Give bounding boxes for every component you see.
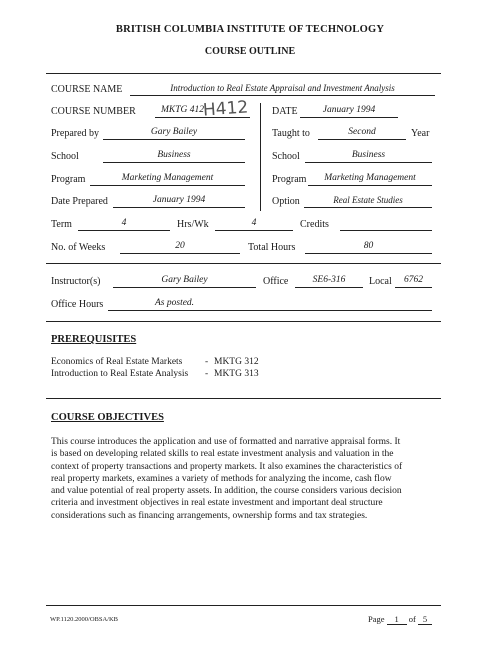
program-line-right (308, 185, 432, 186)
prerequisite-separator: - (205, 357, 209, 367)
taught-to-label: Taught to (272, 128, 310, 139)
hrs-wk-value: 4 (251, 218, 257, 228)
prerequisite-course: Introduction to Real Estate Analysis (51, 369, 189, 379)
local-line (395, 287, 432, 288)
term-value: 4 (121, 218, 127, 228)
option-line (304, 207, 432, 208)
weeks-line (120, 253, 240, 254)
credits-label: Credits (300, 219, 329, 230)
date-label: DATE (272, 106, 298, 117)
list-item (51, 356, 182, 368)
hrs-wk-label: Hrs/Wk (177, 219, 209, 230)
prerequisites-heading: PREREQUISITES (51, 334, 137, 345)
school-value-right: Business (351, 150, 386, 160)
total-hours-label: Total Hours (248, 242, 296, 253)
course-name-label: COURSE NAME (51, 84, 123, 95)
page-total: 5 (418, 614, 432, 625)
date-prepared-line (113, 207, 245, 208)
objectives-line: criteria and investment objectives in real estate investment and important deal structure (51, 498, 383, 509)
objectives-line: context of property transactions and property markets. It also examines the characteristics of (51, 461, 403, 472)
institute-name: BRITISH COLUMBIA INSTITUTE OF TECHNOLOGY (115, 24, 385, 35)
course-number-label: COURSE NUMBER (51, 106, 136, 117)
form-bottom-rule (46, 321, 441, 322)
weeks-label: No. of Weeks (51, 242, 106, 253)
document-title: COURSE OUTLINE (204, 46, 296, 57)
page-number: 1 (387, 614, 407, 625)
office-hours-label: Office Hours (51, 299, 104, 310)
prepared-by-value: Gary Bailey (150, 127, 198, 137)
date-prepared-label: Date Prepared (51, 196, 108, 207)
handwritten-course-number: H412 (202, 97, 249, 121)
option-value: Real Estate Studies (333, 195, 403, 205)
option-label: Option (272, 196, 300, 207)
objectives-line: This course introduces the application and use of formatted and narrative appraisal forms. It (51, 437, 401, 447)
course-number-value: MKTG 412 (160, 105, 205, 115)
local-label: Local (369, 276, 392, 287)
school-line-left (103, 162, 245, 163)
section-rule (46, 398, 441, 399)
term-line (78, 230, 170, 231)
objectives-line: is based on developing related skills to real estate investment analysis and valuation in the (51, 449, 394, 460)
program-label-left: Program (51, 174, 86, 185)
objectives-paragraph (51, 436, 451, 522)
total-hours-value: 80 (363, 241, 374, 251)
office-label: Office (263, 276, 289, 287)
prerequisite-separator: - (205, 369, 209, 379)
instructor-label: Instructor(s) (51, 276, 101, 287)
date-value: January 1994 (322, 105, 376, 115)
date-prepared-value: January 1994 (152, 195, 206, 205)
form-top-rule (46, 73, 441, 74)
list-item (51, 368, 188, 380)
form-mid-rule (46, 263, 441, 264)
office-hours-value: As posted. (155, 298, 195, 308)
course-name-value: Introduction to Real Estate Appraisal and Investment Analysis (170, 83, 395, 93)
prerequisite-course: Economics of Real Estate Markets (51, 357, 183, 367)
prerequisite-code: MKTG 313 (214, 369, 259, 379)
date-line (300, 117, 398, 118)
page-label: Page (368, 614, 385, 624)
objectives-heading: COURSE OBJECTIVES (51, 412, 164, 423)
hrs-wk-line (215, 230, 293, 231)
office-value: SE6-316 (312, 275, 346, 285)
footer-code: WP.1120.2000/OBSA/KB (50, 616, 119, 623)
total-hours-line (305, 253, 432, 254)
prerequisite-code: MKTG 312 (214, 357, 259, 367)
program-value-right: Marketing Management (324, 173, 416, 183)
page-indicator (368, 614, 432, 625)
form-column-divider (260, 103, 261, 211)
school-value-left: Business (157, 150, 191, 160)
instructor-value: Gary Bailey (161, 275, 208, 285)
office-hours-line (108, 310, 432, 311)
program-label-right: Program (272, 174, 307, 185)
footer-rule (46, 605, 441, 606)
prepared-by-label: Prepared by (51, 128, 100, 139)
program-line-left (90, 185, 245, 186)
school-label-right: School (272, 151, 300, 162)
school-line-right (305, 162, 432, 163)
page-of-label: of (408, 614, 416, 624)
school-label-left: School (51, 151, 79, 162)
objectives-line: considerations such as financing arrangements, ownership forms and tax strategies. (51, 510, 368, 521)
program-value-left: Marketing Management (121, 173, 214, 183)
prepared-by-line (103, 139, 245, 140)
credits-line (340, 230, 432, 231)
office-line (295, 287, 363, 288)
term-label: Term (51, 219, 72, 230)
year-label: Year (411, 128, 430, 139)
instructor-line (113, 287, 256, 288)
objectives-line: real property markets, examines a variety of methods for analyzing the income, cash flow (51, 473, 392, 484)
course-name-line (130, 95, 435, 96)
weeks-value: 20 (175, 241, 185, 251)
taught-to-line (318, 139, 406, 140)
objectives-line: and value potential of real property assets. In addition, the course considers various decision (51, 486, 402, 497)
taught-to-value: Second (348, 127, 376, 137)
local-value: 6762 (404, 275, 423, 285)
